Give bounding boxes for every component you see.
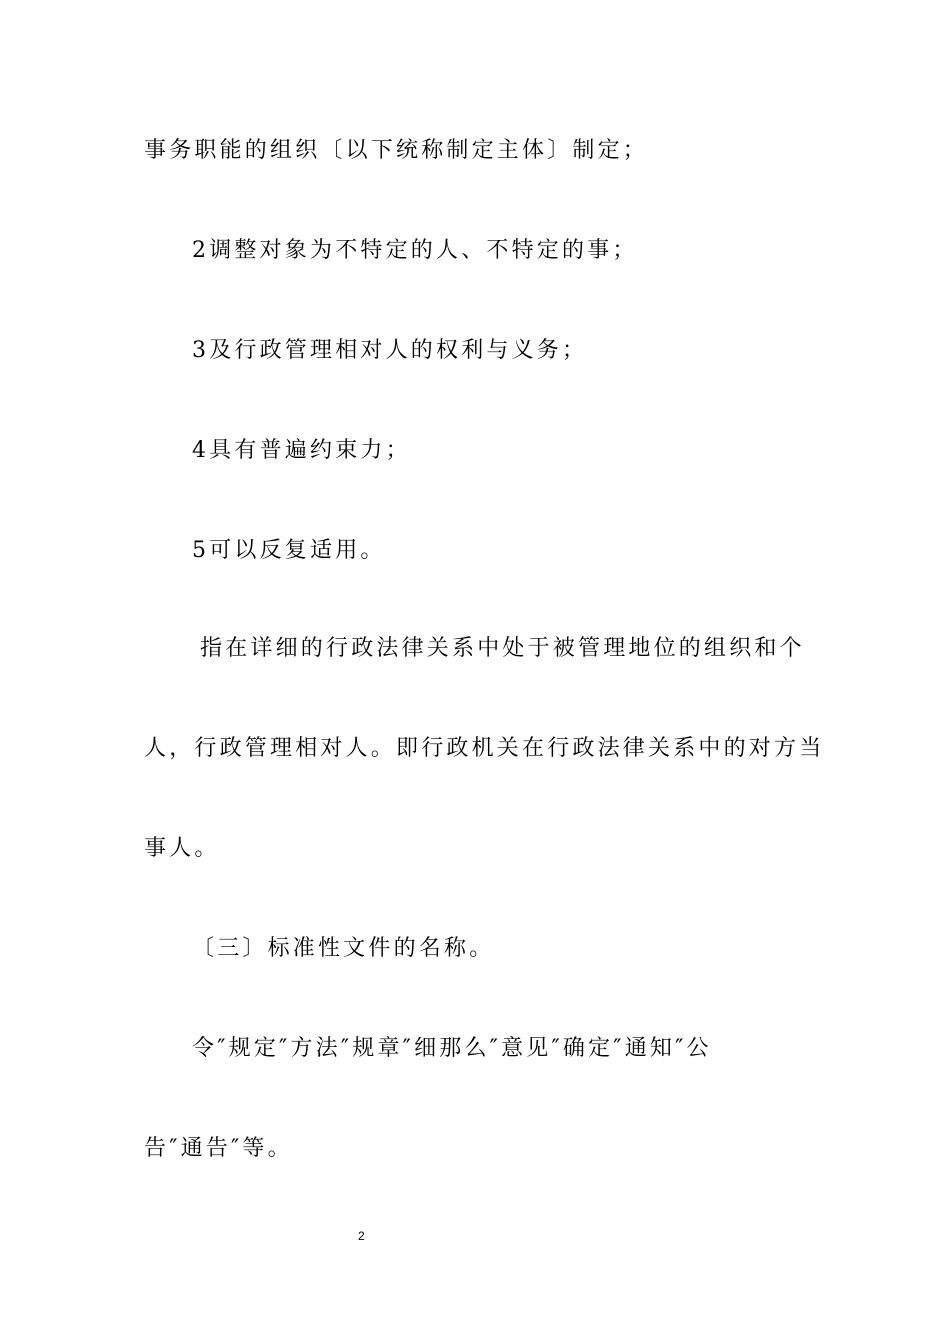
paragraph-line-7: 人，行政管理相对人。即行政机关在行政法律关系中的对方当 (144, 736, 825, 761)
paragraph-line-6: 指在详细的行政法律关系中处于被管理地位的组织和个 (200, 636, 805, 661)
paragraph-line-8: 事人。 (144, 836, 220, 861)
paragraph-line-11: 告″通告″等。 (144, 1136, 293, 1161)
list-item-2: 2调整对象为不特定的人、不特定的事； (192, 238, 638, 263)
section-heading: 〔三〕标准性文件的名称。 (192, 936, 495, 961)
paragraph-line-1: 事务职能的组织〔以下统称制定主体〕制定； (144, 138, 649, 163)
page-number: 2 (358, 1229, 365, 1243)
list-item-3: 3及行政管理相对人的权利与义务； (192, 338, 588, 363)
list-item-4: 4具有普遍约束力； (192, 438, 411, 463)
list-item-5: 5可以反复适用。 (192, 538, 386, 563)
paragraph-line-10: 令″规定″方法″规章″细那么″意见″确定″通知″公 (192, 1036, 712, 1061)
